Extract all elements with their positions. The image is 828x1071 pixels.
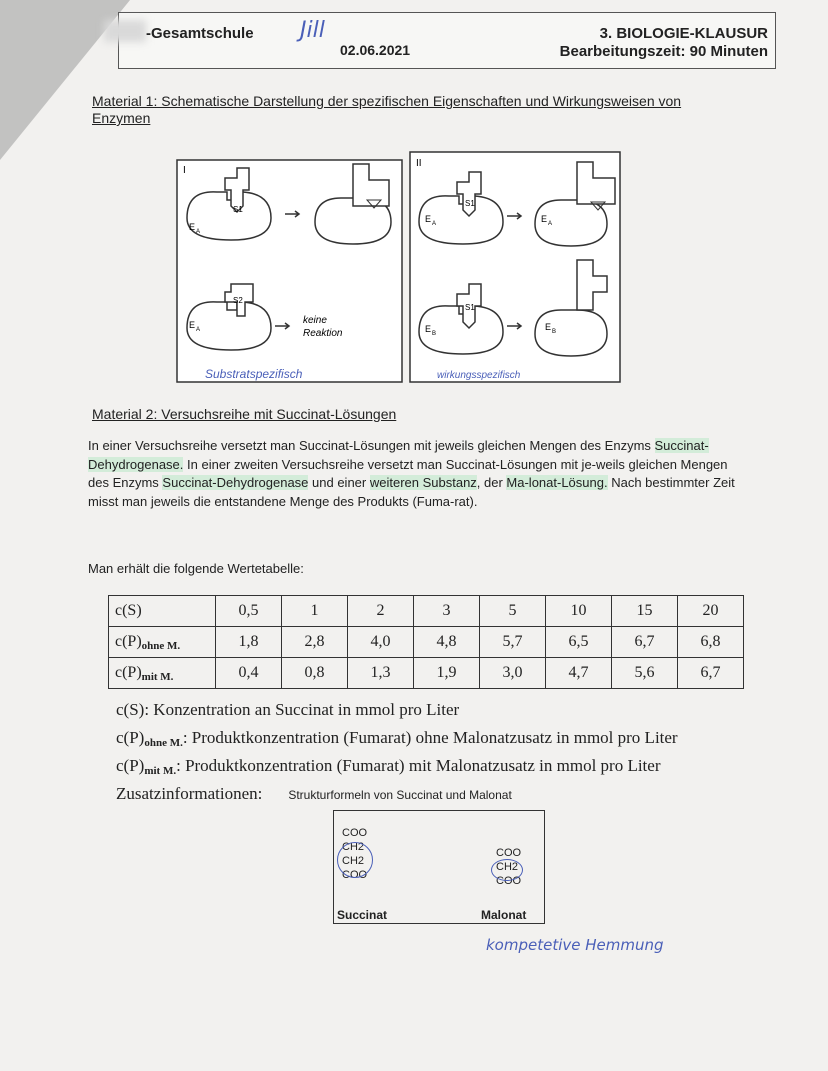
no-reaction-line2: Reaktion	[303, 328, 343, 339]
legend-main: c(P)	[116, 728, 145, 747]
enzyme-eb-sub-2: B	[552, 329, 557, 335]
para-text: und einer	[308, 475, 370, 490]
table-cell: 15	[612, 596, 678, 627]
exam-title: 3. BIOLOGIE-KLAUSUR	[599, 25, 768, 42]
row-label-mit	[109, 658, 216, 689]
table-cell: 4,0	[348, 627, 414, 658]
table-cell: 6,7	[612, 627, 678, 658]
legend-sub: ohne M.	[144, 737, 183, 749]
succinat-circle	[337, 842, 373, 878]
table-cell: 4,7	[546, 658, 612, 689]
formula-coo: COO	[342, 869, 368, 881]
row-label-sub: mit M.	[141, 670, 174, 683]
para-highlight: Succinat-Dehydrogenase	[162, 475, 309, 490]
substrate-s2-label: S2	[233, 296, 243, 305]
enzyme-ea-label-3: E	[425, 214, 432, 224]
table-cell: 0,8	[282, 658, 348, 689]
table-cell: 2	[348, 596, 414, 627]
table-cell: 1,9	[414, 658, 480, 689]
substrate-s1-label-3: S1	[465, 303, 475, 312]
legend-mit	[116, 756, 661, 777]
enzyme-diagram	[175, 150, 635, 400]
para-text: , der	[476, 475, 507, 490]
redaction-blur	[104, 20, 146, 42]
exam-duration: Bearbeitungszeit: 90 Minuten	[559, 43, 768, 60]
formula-coo: COO	[496, 875, 522, 887]
substrate-s1-label: S1	[233, 205, 243, 214]
enzyme-ea-sub-1: A	[196, 229, 201, 235]
table-cell: 20	[678, 596, 744, 627]
table-cell: 4,8	[414, 627, 480, 658]
malonat-circle	[491, 859, 523, 881]
enzyme-eb-label-2: E	[545, 322, 552, 332]
value-table	[108, 595, 744, 689]
no-reaction-line1: keine	[303, 315, 327, 326]
zusatz-label: Zusatzinformationen:	[116, 784, 263, 803]
row-label-ohne	[109, 627, 216, 658]
annotation-substratspezifisch: Substratspezifisch	[205, 367, 303, 381]
table-row	[109, 658, 744, 689]
row-label-main: c(P)	[115, 632, 142, 650]
row-label-sub: ohne M.	[141, 639, 181, 652]
school-name: -Gesamtschule	[146, 25, 254, 42]
table-cell: 2,8	[282, 627, 348, 658]
handwritten-note: kompetetive Hemmung	[486, 936, 664, 954]
row-label-cs	[109, 596, 216, 627]
material2-paragraph	[88, 437, 738, 511]
table-cell: 1,3	[348, 658, 414, 689]
annotation-wirkungsspezifisch: wirkungsspezifisch	[437, 370, 521, 381]
substrate-s1-label-2: S1	[465, 199, 475, 208]
table-cell: 5,7	[480, 627, 546, 658]
enzyme-ea-label-1: E	[189, 222, 196, 232]
table-cell: 6,7	[678, 658, 744, 689]
legend-main: c(P)	[116, 756, 145, 775]
table-cell: 10	[546, 596, 612, 627]
para-text: Nach bestimmter Zeit misst man jeweils die entstandene Menge des Produkts (Fuma-rat).	[88, 475, 735, 509]
table-cell: 0,4	[216, 658, 282, 689]
formula-ch2: CH2	[342, 841, 365, 853]
row-label-main: c(S)	[115, 602, 142, 619]
exam-date: 02.06.2021	[340, 42, 411, 58]
legend-sub: mit M.	[144, 765, 177, 777]
table-cell: 6,8	[678, 627, 744, 658]
enzyme-ea-sub-4: A	[548, 221, 553, 227]
material1-title: Material 1: Schematische Darstellung der spezifischen Eigenschaften und Wirkungsweisen von Enzymen	[92, 93, 682, 126]
enzyme-ea-sub-3: A	[432, 221, 437, 227]
table-row	[109, 596, 744, 627]
succinat-label: Succinat	[337, 908, 388, 922]
enzyme-ea-label-4: E	[541, 214, 548, 224]
para-text: In einer Versuchsreihe versetzt man Succinat-Lösungen mit jeweils gleichen Mengen des Enzyms	[88, 438, 655, 453]
para-highlight: Ma-lonat-Lösung.	[506, 475, 608, 490]
handwritten-name: Jill	[300, 18, 325, 43]
enzyme-ea-label-2: E	[189, 320, 196, 330]
para-highlight: Succinat-Dehydrogenase.	[88, 438, 709, 472]
material2-title: Material 2: Versuchsreihe mit Succinat-Lösungen	[92, 406, 397, 422]
struktur-label: Strukturformeln von Succinat und Malonat	[288, 788, 512, 802]
table-cell: 5	[480, 596, 546, 627]
para-highlight: weiteren Substanz	[369, 475, 477, 490]
formula-coo: COO	[496, 847, 522, 859]
table-cell: 5,6	[612, 658, 678, 689]
formula-ch2: CH2	[496, 861, 519, 873]
enzyme-eb-sub-1: B	[432, 331, 437, 337]
legend-text: : Produktkonzentration (Fumarat) ohne Malonatzusatz in mmol pro Liter	[182, 728, 678, 747]
table-intro: Man erhält die folgende Wertetabelle:	[88, 561, 304, 576]
table-cell: 6,5	[546, 627, 612, 658]
panel-1-label: I	[183, 165, 186, 176]
legend-ohne	[116, 728, 678, 749]
legend-text: : Produktkonzentration (Fumarat) mit Malonatzusatz in mmol pro Liter	[176, 756, 661, 775]
panel-2-label: II	[416, 158, 422, 169]
legend-zusatz	[116, 784, 512, 804]
table-row	[109, 627, 744, 658]
legend-cs: c(S): Konzentration an Succinat in mmol pro Liter	[116, 700, 460, 719]
table-cell: 1,8	[216, 627, 282, 658]
exam-title-block	[560, 25, 768, 61]
table-cell: 1	[282, 596, 348, 627]
table-cell: 0,5	[216, 596, 282, 627]
formula-ch2: CH2	[342, 855, 365, 867]
para-text: In einer zweiten Versuchsreihe versetzt man Succinat-Lösungen mit je-weils gleichen Mengen des Enzyms	[88, 456, 728, 490]
enzyme-eb-label-1: E	[425, 324, 432, 334]
table-cell: 3,0	[480, 658, 546, 689]
row-label-main: c(P)	[115, 663, 142, 681]
enzyme-ea-sub-2: A	[196, 327, 201, 333]
malonat-label: Malonat	[481, 908, 527, 922]
table-cell: 3	[414, 596, 480, 627]
formula-coo: COO	[342, 827, 368, 839]
